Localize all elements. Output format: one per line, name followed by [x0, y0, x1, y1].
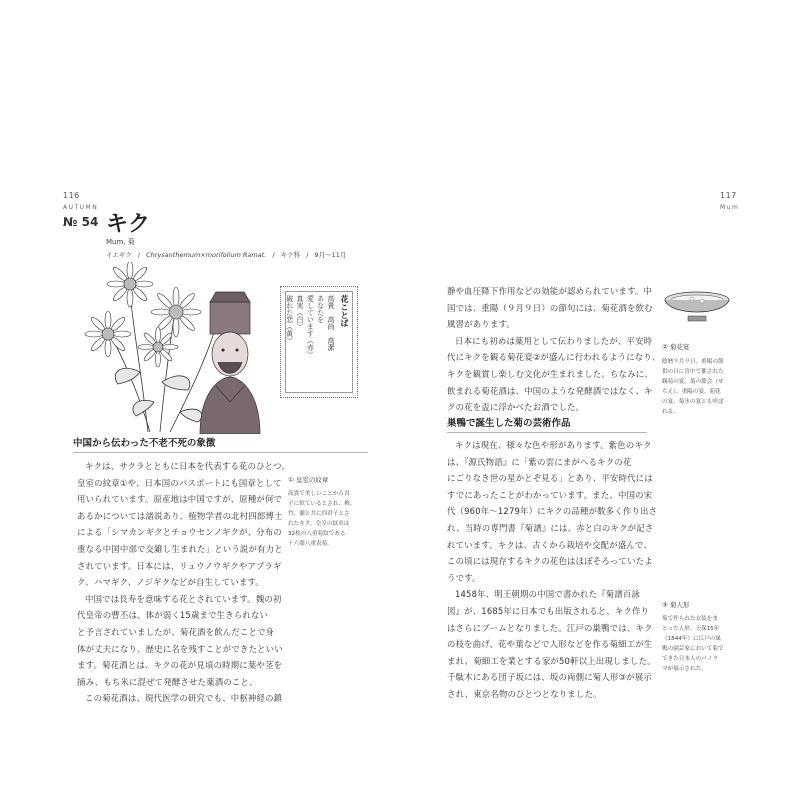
- meta-scientific-name: Chrysanthemum×morifolium Ramat.: [146, 251, 267, 259]
- hanakotoba-line: あなたを: [316, 295, 325, 323]
- body-line: 千駄木にある団子坂には、坂の両側に菊人形③が展示: [447, 672, 652, 683]
- body-line: 静や血圧降下作用などの効能が認められています。中: [447, 286, 653, 296]
- entry-number: № 54: [63, 215, 99, 229]
- right-page: [400, 0, 800, 800]
- body-line: すでにあったことがわかっています。また、中国の宋: [447, 489, 653, 500]
- body-line: にごりなき世の星かとぞ見る」とあり、平安時代には: [447, 473, 653, 484]
- body-line: 1458年、明王朝期の中国で書かれた『菊譜百詠: [455, 589, 641, 600]
- body-line: 皇室の紋章①や、日本国のパスポートにも国章として: [77, 477, 282, 488]
- season-label: AUTUMN: [63, 204, 99, 211]
- body-line: 用いられています。原産地は中国ですが、原種が何で: [77, 494, 283, 505]
- note-line: （1844年）に江戸の巣: [662, 636, 721, 642]
- body-line: 摘み、もち米に混ぜて発酵させた薬酒のこと。: [77, 676, 258, 687]
- body-line: による「シマカンギクとチョウセンノギクが、分布の: [77, 527, 282, 538]
- note-line: とった人形。天保15年: [662, 626, 720, 632]
- note-line: 高貴で美しいことから君: [288, 491, 350, 497]
- body-line: と予言されていましたが、菊花酒を飲んだことで身: [77, 626, 275, 637]
- body-line: 体が丈夫になり、歴史に名を残すことができたといい: [77, 643, 283, 654]
- note-line: マが展示された。: [662, 666, 707, 672]
- note-line: 観菊の宴。菊の節会（せ: [662, 379, 724, 385]
- chrysanthemum-emperor-illustration: [70, 262, 295, 434]
- note-line: 菊で作られた衣装をま: [662, 616, 718, 622]
- body-line: 風習があります。: [447, 319, 515, 330]
- body-line: されています。日本には、リュウノウギクやアブラギ: [77, 560, 282, 571]
- note-line: 竹、蘭と共に四君子とさ: [288, 511, 350, 517]
- meta-season: 9月〜11月: [314, 251, 347, 259]
- note-text-3: [662, 614, 724, 674]
- body-text-right-bottom: [447, 437, 657, 703]
- note-line: 32枚の八重菊紋である: [288, 531, 346, 537]
- body-line: まれ、菊細工を業とする家が50軒以上出現しました。: [447, 655, 656, 666]
- hanakotoba-line: 高貴 高尚 高潔: [327, 295, 335, 351]
- body-line: あるかについては諸説あり、植物学者の北村四郎博士: [77, 510, 283, 521]
- body-line: 重なる中国中部で交雑し生まれた」という説が有力と: [77, 543, 283, 554]
- meta-family: キク科: [280, 251, 301, 259]
- body-line: の枝を曲げ、花や葉などで人形などを作る菊細工が生: [447, 639, 653, 650]
- hanakotoba-box: [280, 286, 358, 398]
- note-line: 供の日に宮中で催された: [662, 369, 724, 375]
- meta-common-name: イエギク: [106, 251, 132, 259]
- body-line: キクは、サクラとともに日本を代表する花のひとつ。: [85, 461, 290, 471]
- section-divider: [447, 432, 647, 433]
- body-line: 代皇帝の曹丕は、体が弱く15歳まで生きられない: [77, 610, 269, 621]
- body-line: この菊花酒は、現代医学の研究でも、中枢神経の鎮: [85, 693, 283, 704]
- note-line: 十六葉八重表菊。: [288, 541, 333, 547]
- body-line: れ、当時の専門書『菊譜』には、赤と白のキクが記さ: [447, 522, 654, 533]
- note-marker-2: ② 菊花宴: [662, 343, 690, 351]
- body-line: 図』が、1685年に日本でも出版されると、キク作り: [447, 605, 650, 616]
- hanakotoba-heading: 花ことば: [340, 295, 349, 327]
- body-line: ます。菊花酒とは、キクの花が見頃の時期に葉や茎を: [77, 660, 283, 671]
- body-line: キクは現在、様々な色や形があります。紫色のキク: [455, 440, 652, 450]
- body-line: れています。キクは、古くから栽培や交配が盛んで、: [447, 539, 652, 550]
- body-line: 代にキクを観る菊花宴②が盛んに行われるようになり、: [447, 352, 661, 363]
- note-line: れる。: [662, 409, 679, 415]
- hanakotoba-line: 真実（白）: [295, 295, 304, 330]
- note-line: 陰暦９月９日、重陽の節: [662, 359, 724, 365]
- note-line: の宴。菊水の宴とも呼ば: [662, 399, 724, 405]
- note-line: れたキク。皇室の紋章は: [288, 521, 350, 527]
- meta-separator: /: [306, 251, 309, 259]
- page-number-right: 117: [720, 191, 737, 200]
- body-line: 日本にも初めは薬用として伝わりましたが、平安時: [455, 335, 653, 346]
- note-text-2: [662, 357, 724, 417]
- section-divider: [73, 452, 368, 453]
- hanakotoba-line: 愛しています（赤）: [306, 295, 315, 358]
- note-line: ちえ）、重陽の宴、菊花: [662, 389, 721, 395]
- body-line: クの花を盃に浮かべたお酒でした。: [447, 402, 585, 413]
- meta-separator: /: [272, 251, 275, 259]
- hanakotoba-line: 破れた恋（黄）: [285, 295, 294, 344]
- note-line: 鴨の園芸家において菊で: [662, 646, 724, 652]
- note-line: できた日本人のパノラ: [662, 656, 718, 662]
- body-line: うです。: [447, 572, 481, 583]
- entry-meta: [106, 250, 346, 259]
- body-line: 国では、重陽（９月９日）の節句には、菊花酒を飲む: [447, 302, 653, 313]
- note-line: 子に似ているとされ、梅、: [288, 501, 356, 507]
- body-line: 飲まれる菊花酒は、中国のような発酵酒ではなく、キ: [447, 385, 653, 396]
- body-line: され、東京名物のひとつとなりました。: [447, 688, 602, 699]
- body-text-left: [77, 458, 290, 707]
- body-line: キクを観賞し楽しむ文化が生まれました。ちなみに、: [447, 368, 653, 379]
- header-label-right: Mum: [720, 204, 740, 211]
- note-text-1: [288, 489, 355, 549]
- body-line: ク、ハマギク、ノジギクなどが自生しています。: [77, 577, 264, 588]
- note-marker-3: ③ 菊人形: [662, 601, 690, 609]
- body-line: はさらにブームとなりました。江戸の巣鴨では、キク: [447, 622, 653, 633]
- body-line: 代（960年〜1279年）にキクの品種が数多く作り出さ: [447, 506, 658, 517]
- section-heading-right: 巣鴨で誕生した菊の芸術作品: [447, 418, 571, 429]
- section-heading-left: 中国から伝わった不老不死の象徴: [73, 438, 216, 449]
- meta-separator: /: [137, 251, 141, 259]
- sake-cup-illustration: [662, 290, 732, 326]
- body-line: 中国では長寿を意味する花とされています。魏の初: [85, 593, 282, 604]
- body-line: は、『源氏物語』に「紫の雲にまがへるキクの花: [447, 456, 632, 467]
- body-text-right-top: [447, 283, 661, 416]
- body-line: この頃には現存するキクの花色はほぼそろっていたよ: [447, 556, 653, 567]
- entry-title: キク: [106, 212, 151, 237]
- page-number-left: 116: [63, 191, 80, 200]
- entry-subtitle: Mum, 菊: [106, 238, 135, 246]
- note-marker-1: ① 皇室の紋章: [288, 476, 329, 484]
